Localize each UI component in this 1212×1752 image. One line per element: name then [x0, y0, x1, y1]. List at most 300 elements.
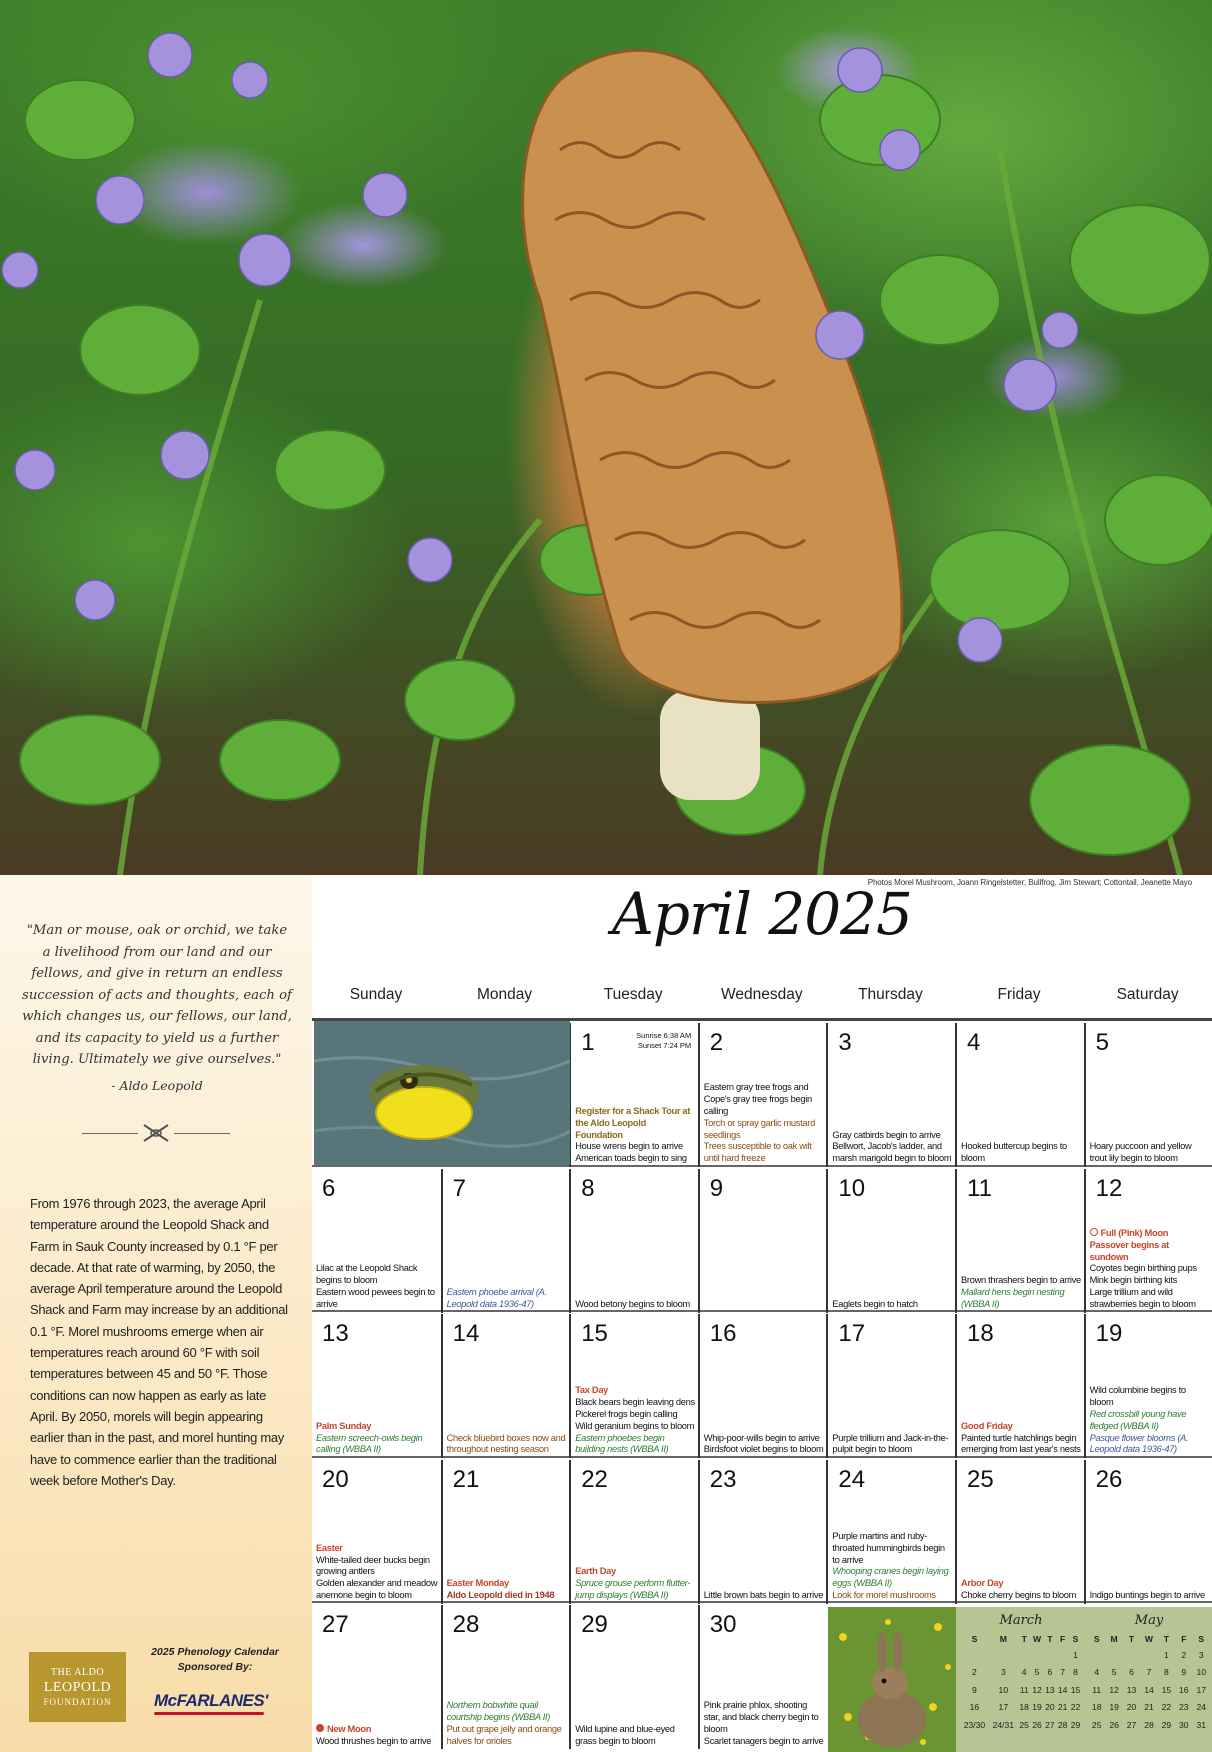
day-events: [1090, 1141, 1210, 1165]
event-text: [961, 1578, 1081, 1590]
event-text: [447, 1578, 567, 1590]
event-text: [575, 1421, 695, 1433]
event-text: [704, 1141, 824, 1165]
mini-month-table: [1088, 1631, 1210, 1734]
mini-day: [960, 1646, 989, 1664]
event-text: [1090, 1590, 1210, 1602]
event-label: Spruce grouse perform flutter-jump displays (WBBA II): [575, 1578, 691, 1600]
event-label: Look for morel mushrooms: [832, 1590, 936, 1600]
event-label: Pasque flower blooms (A. Leopold data 1936-47): [1089, 1432, 1189, 1455]
weekday-thursday: Thursday: [858, 986, 923, 1003]
event-text: [447, 1433, 567, 1457]
day-number: 23: [709, 1465, 737, 1493]
mcfarlanes-logo: McFARLANES': [154, 1691, 268, 1715]
sunrise-sunset: [636, 1031, 691, 1051]
mini-day: 25: [1091, 1719, 1102, 1730]
bullfrog-photo: [314, 1021, 570, 1165]
mini-day: 28: [1144, 1719, 1154, 1730]
event-label: Brown thrashers begin to arrive: [961, 1275, 1081, 1286]
day-number: 9: [709, 1174, 724, 1202]
mini-day: [1123, 1646, 1140, 1664]
mini-day: 5: [1111, 1667, 1117, 1678]
event-label: Full (Pink) Moon: [1100, 1228, 1169, 1239]
day-events: [575, 1385, 695, 1456]
event-label: Mallard hens begin nesting (WBBA II): [961, 1287, 1065, 1309]
event-text: [575, 1141, 695, 1153]
event-text: [575, 1106, 695, 1141]
mini-day: [1088, 1646, 1105, 1664]
event-text: [575, 1409, 695, 1421]
morel-illustration: [0, 0, 1212, 875]
event-label: Birdsfoot violet begins to bloom: [703, 1444, 824, 1455]
day-number: 4: [967, 1029, 981, 1056]
event-text: [1090, 1141, 1210, 1165]
mini-day: 24/31: [992, 1719, 1015, 1730]
event-label: Painted turtle hatchlings begin emerging from last year's nests: [961, 1432, 1081, 1455]
day-events: [447, 1700, 567, 1747]
mini-day: [1043, 1646, 1056, 1664]
mini-day: [1140, 1646, 1157, 1664]
mini-weekday: W: [1144, 1633, 1154, 1644]
event-text: [704, 1118, 824, 1142]
mini-day: 13: [1045, 1684, 1055, 1695]
event-text: [575, 1578, 695, 1602]
mini-day: 8: [1073, 1667, 1078, 1678]
mini-day: 19: [1109, 1702, 1119, 1713]
day-events: [1090, 1590, 1210, 1602]
mini-day: 2: [972, 1667, 977, 1678]
mini-weekday: S: [1093, 1633, 1100, 1644]
weekday-wednesday: Wednesday: [721, 986, 803, 1003]
event-label: Eastern gray tree frogs and Cope's gray tree frogs begin calling: [703, 1082, 812, 1117]
mini-day: 21: [1057, 1702, 1068, 1713]
day-cell-10[interactable]: [826, 1169, 954, 1313]
day-events: [316, 1724, 438, 1748]
event-text: [961, 1141, 1081, 1165]
mini-day: 17: [1196, 1684, 1207, 1695]
day-cell-19[interactable]: [1084, 1314, 1212, 1458]
mini-day: 1: [1164, 1649, 1169, 1660]
mini-day: [1018, 1646, 1031, 1664]
event-text: [575, 1299, 695, 1311]
day-number: 10: [838, 1174, 866, 1202]
day-cell-20[interactable]: [312, 1460, 440, 1604]
event-text: [1090, 1287, 1210, 1311]
event-label: Purple trillium and Jack-in-the-pulpit begin to bloom: [832, 1432, 949, 1455]
event-text: [447, 1724, 567, 1748]
event-label: Whooping cranes begin laying eggs (WBBA II): [832, 1566, 949, 1589]
day-number: 6: [322, 1174, 336, 1202]
mini-day: 7: [1060, 1667, 1066, 1678]
day-cell-18[interactable]: [955, 1314, 1083, 1458]
mini-day: [1031, 1646, 1044, 1664]
day-cell-5[interactable]: [1084, 1023, 1212, 1167]
mini-day: 22: [1070, 1702, 1081, 1713]
mini-weekday: F: [1060, 1633, 1066, 1644]
mini-day: 17: [998, 1702, 1009, 1713]
photo-credit: Photos Morel Mushroom, Joann Ringelstetter; Bullfrog, Jim Stewart; Cottontail, Jeanette Mayo: [867, 878, 1192, 887]
event-label: Purple martins and ruby-throated hummingbirds begin to arrive: [832, 1531, 945, 1565]
event-label: Eastern screech-owls begin calling (WBBA II): [316, 1432, 423, 1455]
mini-weekday: S: [1072, 1633, 1079, 1644]
event-text: [447, 1590, 567, 1602]
event-text: [1090, 1409, 1210, 1433]
day-events: [961, 1141, 1081, 1165]
event-text: [575, 1397, 695, 1409]
day-events: [704, 1590, 824, 1602]
event-label: Eastern wood pewees begin to arrive: [316, 1287, 435, 1309]
day-number: 7: [452, 1174, 466, 1202]
day-number: 14: [452, 1320, 480, 1348]
event-label: Good Friday: [961, 1420, 1013, 1431]
mini-weekday: T: [1047, 1633, 1053, 1644]
event-label: Hooked buttercup begins to bloom: [961, 1141, 1067, 1164]
event-text: [1090, 1385, 1210, 1409]
day-number: 5: [1095, 1029, 1109, 1056]
mini-day: 16: [1179, 1684, 1189, 1695]
mini-day: 19: [1032, 1702, 1042, 1713]
mini-day: 6: [1129, 1667, 1134, 1678]
day-number: 1: [581, 1029, 595, 1056]
weekday-monday: Monday: [477, 986, 533, 1003]
day-cell-12[interactable]: [1084, 1169, 1212, 1313]
day-number: 29: [581, 1611, 608, 1639]
mini-day: 26: [1109, 1719, 1119, 1730]
mini-day: 11: [1019, 1684, 1029, 1695]
mini-day: 5: [1034, 1667, 1040, 1678]
day-cell-15[interactable]: [569, 1314, 697, 1458]
mini-day: 11: [1092, 1684, 1102, 1695]
event-label: Wild lupine and blue-eyed grass begin to bloom: [575, 1723, 675, 1746]
day-number: 25: [967, 1465, 994, 1493]
day-events: [704, 1433, 824, 1457]
ornamental-divider: [82, 1123, 230, 1143]
mini-weekday: S: [971, 1633, 978, 1644]
day-number: 20: [322, 1465, 349, 1493]
day-number: 17: [838, 1320, 866, 1348]
event-text: [961, 1590, 1081, 1602]
mini-weekday: W: [1032, 1633, 1042, 1644]
event-text: [961, 1275, 1081, 1287]
mini-day: 18: [1019, 1702, 1029, 1713]
event-text: [316, 1736, 438, 1748]
cottontail-photo: [828, 1607, 956, 1752]
mini-day: 27: [1126, 1719, 1137, 1730]
mini-weekday: M: [1110, 1633, 1118, 1644]
mini-day: 27: [1045, 1719, 1055, 1730]
event-label: Little brown bats begin to arrive: [703, 1590, 824, 1600]
leopold-quote: [22, 920, 292, 1096]
mini-day: 2: [1181, 1649, 1187, 1660]
day-number: 28: [452, 1611, 480, 1639]
day-number: 15: [581, 1320, 608, 1348]
event-text: [575, 1724, 695, 1748]
day-events: [447, 1433, 567, 1457]
mini-calendar-march: [960, 1613, 1082, 1734]
mini-day: 14: [1057, 1684, 1068, 1695]
day-events: [575, 1299, 695, 1311]
day-cell-7[interactable]: [441, 1169, 569, 1313]
day-events: [704, 1700, 824, 1747]
event-text: [832, 1590, 952, 1602]
sunset-time: Sunset 7:24 PM: [637, 1041, 692, 1050]
day-events: [961, 1421, 1081, 1456]
event-text: [832, 1141, 952, 1165]
mini-month-title: March: [999, 1613, 1043, 1628]
event-label: Arbor Day: [961, 1578, 1004, 1589]
day-events: [832, 1531, 952, 1602]
full-moon-icon: [1090, 1228, 1098, 1236]
event-text: [1090, 1240, 1210, 1264]
day-cell-22[interactable]: [569, 1460, 697, 1604]
mini-day: 26: [1032, 1719, 1042, 1730]
mini-day: 23/30: [963, 1719, 986, 1730]
event-text: [575, 1566, 695, 1578]
mini-day: 31: [1196, 1719, 1207, 1730]
event-text: [704, 1590, 824, 1602]
sidebar: [0, 875, 312, 1752]
event-text: [447, 1700, 567, 1724]
event-text: [316, 1578, 438, 1602]
mini-day: 4: [1021, 1667, 1027, 1678]
event-text: [316, 1263, 438, 1287]
event-text: [704, 1736, 824, 1748]
weekday-tuesday: Tuesday: [603, 986, 663, 1003]
day-number: 8: [581, 1174, 595, 1202]
day-events: [447, 1287, 567, 1311]
event-label: White-tailed deer bucks begin growing antlers: [316, 1554, 430, 1577]
day-cell-29[interactable]: [569, 1605, 697, 1749]
day-cell-2[interactable]: [698, 1023, 826, 1167]
event-text: [961, 1287, 1081, 1311]
mini-day: 15: [1161, 1684, 1172, 1695]
mini-day: 25: [1019, 1719, 1029, 1730]
mini-day: 12: [1109, 1684, 1119, 1695]
day-cell-25[interactable]: [955, 1460, 1083, 1604]
day-number: 13: [322, 1320, 349, 1348]
knot-ornament-icon: [142, 1123, 170, 1143]
day-events: [575, 1566, 695, 1601]
day-cell-26[interactable]: [1084, 1460, 1212, 1604]
event-text: [832, 1433, 952, 1457]
mini-day: 9: [972, 1684, 977, 1695]
day-cell-16[interactable]: [698, 1314, 826, 1458]
mini-day: [1056, 1646, 1069, 1664]
mini-day: 21: [1144, 1702, 1154, 1713]
event-label: Torch or spray garlic mustard seedlings: [703, 1117, 815, 1140]
event-label: Lilac at the Leopold Shack begins to bloom: [316, 1263, 418, 1286]
event-text: [575, 1385, 695, 1397]
day-cell-13[interactable]: [312, 1314, 440, 1458]
day-events: [575, 1106, 695, 1165]
event-text: [575, 1153, 695, 1165]
day-events: [575, 1724, 695, 1748]
event-label: Earth Day: [575, 1566, 616, 1577]
day-number: 27: [322, 1611, 349, 1639]
aldo-leopold-foundation-logo: THE ALDO LEOPOLD FOUNDATION: [29, 1652, 126, 1722]
mini-month-table: [960, 1631, 1082, 1734]
event-text: [316, 1421, 438, 1433]
event-label: Choke cherry begins to bloom: [961, 1590, 1077, 1600]
event-text: [1090, 1263, 1210, 1275]
event-text: [704, 1082, 824, 1117]
mini-day: 7: [1146, 1667, 1152, 1678]
day-number: 2: [709, 1029, 724, 1056]
event-text: [704, 1700, 824, 1735]
event-label: Pink prairie phlox, shooting star, and black cherry begin to bloom: [703, 1700, 819, 1734]
mini-day: 29: [1070, 1719, 1081, 1730]
day-cell-17[interactable]: [826, 1314, 954, 1458]
day-cell-1[interactable]: [569, 1023, 697, 1167]
mini-day: 20: [1045, 1702, 1055, 1713]
day-cell-24[interactable]: [826, 1460, 954, 1604]
mini-day: 15: [1070, 1684, 1081, 1695]
event-label: Whip-poor-wills begin to arrive: [703, 1432, 820, 1443]
mini-weekday: T: [1021, 1633, 1027, 1644]
event-label: Red crossbill young have fledged (WBBA II): [1089, 1409, 1187, 1431]
event-label: Passover begins at sundown: [1089, 1239, 1169, 1262]
event-text: [1090, 1275, 1210, 1287]
event-text: [316, 1543, 438, 1555]
event-label: Palm Sunday: [316, 1420, 372, 1431]
day-number: 21: [452, 1465, 480, 1493]
event-label: Easter: [316, 1542, 343, 1553]
event-label: Scarlet tanagers begin to arrive: [703, 1735, 824, 1746]
day-cell-27[interactable]: [312, 1605, 440, 1749]
event-label: Eastern phoebe arrival (A. Leopold data 1936-47): [446, 1287, 547, 1309]
event-label: Coyotes begin birthing pups: [1089, 1263, 1197, 1274]
event-text: [575, 1433, 695, 1457]
day-events: [1090, 1228, 1210, 1311]
day-events: [316, 1543, 438, 1602]
day-events: [447, 1578, 567, 1602]
day-number: 18: [967, 1320, 994, 1348]
event-label: Large trillium and wild strawberries begin to bloom: [1089, 1287, 1196, 1309]
day-number: 26: [1095, 1465, 1123, 1493]
weekday-sunday: Sunday: [349, 986, 403, 1003]
day-number: 22: [581, 1465, 608, 1493]
day-cell-14[interactable]: [441, 1314, 569, 1458]
event-text: [961, 1421, 1081, 1433]
event-text: [316, 1287, 438, 1311]
event-label: Indigo buntings begin to arrive: [1089, 1590, 1205, 1600]
mini-day: 22: [1161, 1702, 1172, 1713]
day-cell-4[interactable]: [955, 1023, 1083, 1167]
mini-day: 24: [1196, 1702, 1207, 1713]
mini-month-title: May: [1134, 1613, 1164, 1628]
event-text: [832, 1130, 952, 1142]
event-label: Register for a Shack Tour at the Aldo Leopold Foundation: [575, 1106, 691, 1140]
mini-day: 18: [1091, 1702, 1102, 1713]
mini-day: 29: [1161, 1719, 1172, 1730]
day-cell-30[interactable]: [698, 1605, 826, 1749]
mini-day: 12: [1032, 1684, 1042, 1695]
mini-day: 6: [1047, 1667, 1053, 1678]
day-cell-21[interactable]: [441, 1460, 569, 1604]
day-number: 24: [838, 1465, 866, 1493]
event-label: Hoary puccoon and yellow trout lily begin to bloom: [1089, 1141, 1192, 1164]
day-events: [316, 1263, 438, 1310]
sponsor-label: 2025 Phenology Calendar Sponsored By:: [151, 1646, 279, 1673]
mini-day: [989, 1646, 1018, 1664]
day-events: [961, 1578, 1081, 1602]
day-events: [832, 1433, 952, 1457]
day-events: [704, 1082, 824, 1165]
mini-day: 1: [1073, 1649, 1078, 1660]
day-cell-28[interactable]: [441, 1605, 569, 1749]
day-cell-23[interactable]: [698, 1460, 826, 1604]
hero-photo-morel-mushroom: [0, 0, 1212, 875]
new-moon-icon: [316, 1724, 324, 1732]
event-label: Easter Monday: [446, 1578, 509, 1589]
event-label: Golden alexander and meadow anemone begin to bloom: [316, 1578, 438, 1600]
event-label: Wild columbine begins to bloom: [1089, 1385, 1186, 1408]
event-label: Put out grape jelly and orange halves for orioles: [446, 1723, 562, 1746]
day-number: 30: [709, 1611, 737, 1639]
mini-day: 20: [1126, 1702, 1137, 1713]
event-label: Northern bobwhite quail courtship begins (WBBA II): [446, 1700, 551, 1722]
day-number: 12: [1095, 1174, 1123, 1202]
mini-day: [1105, 1646, 1122, 1664]
event-label: Wild geranium begins to bloom: [575, 1420, 695, 1431]
event-label: Tax Day: [575, 1385, 609, 1396]
event-label: House wrens begin to arrive: [575, 1141, 683, 1152]
day-number: 19: [1095, 1320, 1123, 1348]
event-label: Trees susceptible to oak wilt until hard freeze: [703, 1141, 812, 1164]
day-number: 3: [838, 1029, 852, 1056]
event-label: Eastern phoebes begin building nests (WBBA II): [575, 1432, 669, 1455]
sunrise-time: Sunrise 6:38 AM: [636, 1031, 692, 1040]
event-text: [832, 1299, 952, 1311]
day-events: [832, 1130, 952, 1165]
day-cell-9[interactable]: [698, 1169, 826, 1313]
event-label: Pickerel frogs begin calling: [575, 1409, 678, 1419]
day-number: 11: [967, 1174, 992, 1202]
day-events: [316, 1421, 438, 1456]
day-number: 16: [709, 1320, 737, 1348]
mini-day: 4: [1094, 1667, 1100, 1678]
mini-day: 14: [1144, 1684, 1154, 1695]
mini-day: 8: [1164, 1667, 1169, 1678]
event-label: Bellwort, Jacob's ladder, and marsh marigold begin to bloom: [832, 1141, 952, 1164]
mini-day: 3: [1000, 1667, 1006, 1678]
calendar-title: April 2025: [612, 880, 912, 948]
climate-facts: From 1976 through 2023, the average April temperature around the Leopold Shack and Farm in Sauk County increased by 0.1 °F per decade. At that rate of warming, by 2050, the average April temperature around the Leopold Shack and Farm may increase by an additional 0.1 °F. Morel mushrooms emerge when air temperatures reach around 60 °F with soil temperatures between 45 and 50 °F. Those conditions can now happen as early as late April. By 2050, morels will begin appearing earlier than in the past, and morel hunting may have to commence earlier than the traditional week before Mother's Day.: [30, 1196, 288, 1488]
day-events: [1090, 1385, 1210, 1456]
day-cell-8[interactable]: [569, 1169, 697, 1313]
event-text: [832, 1531, 952, 1566]
mini-calendars: [956, 1607, 1212, 1752]
event-text: [1090, 1433, 1210, 1457]
mini-day: 3: [1198, 1649, 1204, 1660]
event-text: [316, 1555, 438, 1579]
mini-day: 30: [1179, 1719, 1189, 1730]
day-cell-6[interactable]: [312, 1169, 440, 1313]
mini-weekday: T: [1128, 1633, 1135, 1644]
mini-day: 10: [1196, 1667, 1207, 1678]
new-moon-event: [316, 1724, 438, 1736]
weekday-friday: Friday: [997, 986, 1041, 1003]
day-cell-3[interactable]: [826, 1023, 954, 1167]
quote-author: - Aldo Leopold: [111, 1077, 203, 1093]
event-label: Check bluebird boxes now and throughout nesting season: [446, 1432, 566, 1455]
event-label: Mink begin birthing kits: [1089, 1275, 1177, 1286]
mini-day: 10: [998, 1684, 1009, 1695]
event-label: Wood thrushes begin to arrive: [316, 1735, 432, 1746]
day-cell-11[interactable]: [955, 1169, 1083, 1313]
mini-weekday: F: [1181, 1633, 1187, 1644]
event-text: [447, 1287, 567, 1311]
